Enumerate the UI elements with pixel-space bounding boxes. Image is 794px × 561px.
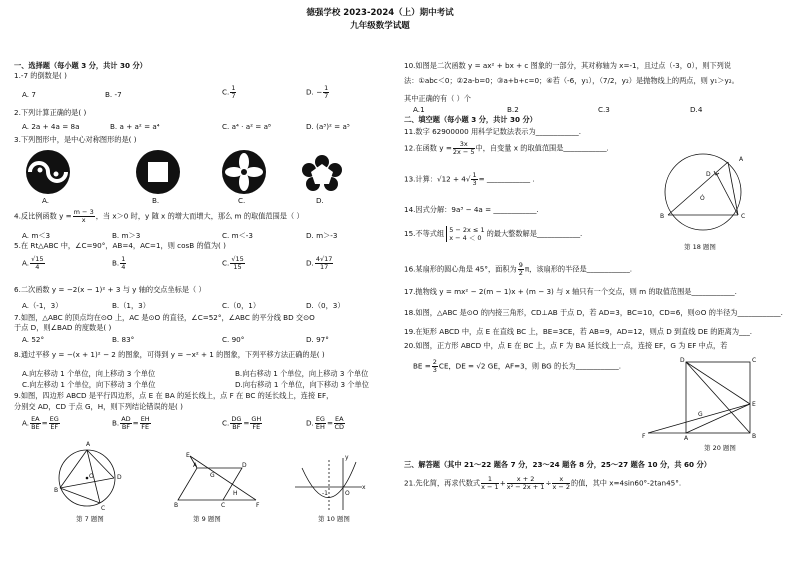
exam-title: 德强学校 2023-2024（上）期中考试 xyxy=(306,8,454,18)
figure-18 xyxy=(665,154,744,230)
figure-10-caption: 第 10 题图 xyxy=(318,515,350,523)
q5-option-a: A. $\frac{√15}{4}$ xyxy=(22,255,44,271)
fig9-label-c: C xyxy=(221,502,226,509)
q7-option-b: B. 83° xyxy=(112,335,135,344)
q7-option-c: C. 90° xyxy=(222,335,245,344)
q10-option-c: C.3 xyxy=(598,105,610,114)
q4-option-b: B. m＞3 xyxy=(112,231,141,240)
q8-stem: 8.通过平移 y = −(x + 1)² − 2 的图象，可得到 y = −x² + 1 的图象，下列平移方法正确的是( ) xyxy=(14,350,325,359)
q12: 12.在函数 y = $\frac{3x}{2x - 5}$ 中，自变量 x 的取值范围是____________. xyxy=(404,140,609,156)
fig10-label-x: x xyxy=(362,484,366,491)
q10-option-d: D.4 xyxy=(690,105,703,114)
q10-line1: 10.如图是二次函数 y = ax² + bx + c 图象的一部分，其对称轴为 x=-1，且过点（-3，0），则下列说 xyxy=(404,61,732,70)
q5-stem: 5.在 Rt△ABC 中，∠C=90°，AB=4，AC=1，则 cosB 的值为( ) xyxy=(14,241,226,250)
fig7-label-c: C xyxy=(101,505,106,512)
fig20-label-b: B xyxy=(752,433,757,440)
q1-option-c: C. $\frac{1}{7}$ xyxy=(222,84,236,100)
q21: 21.先化简，再求代数式 $\frac{1}{x - 1}$ + $\frac{x + 2}{\text{x² − 2x + 1}}$ ÷ $\frac{x}{x - 2}$ 的值，其中 x=4sin60°-2tan45°. xyxy=(404,475,682,491)
q13: 13.计算：√12 + 4√ $\frac{1}{3}$ = ____________ . xyxy=(404,171,535,187)
fig9-label-f: F xyxy=(256,502,260,509)
q14: 14.因式分解：9a³ − 4a = ____________. xyxy=(404,205,539,214)
figure-20 xyxy=(648,362,750,433)
q11: 11.数字 62900000 用科学记数法表示为____________. xyxy=(404,127,582,136)
fig9-label-h: H xyxy=(233,490,238,497)
fig18-label-b: B xyxy=(660,213,665,220)
q3-stem: 3.下列图形中，是中心对称图形的是( ) xyxy=(14,135,137,144)
q1-option-a: A. 7 xyxy=(22,90,36,99)
q2-option-d: D. (a³)² = a⁵ xyxy=(306,122,350,131)
q16: 16.某扇形的圆心角是 45°，面积为 $\frac{9}{2}$ π，该扇形的半径是____________. xyxy=(404,261,633,277)
q20-line1: 20.如图，正方形 ABCD 中，点 E 在 BC 上，点 F 为 BA 延长线上一点，连接 EF，G 为 EF 中点，若 xyxy=(404,341,728,350)
fig20-label-d: D xyxy=(680,357,685,364)
q10-option-b: B.2 xyxy=(507,105,519,114)
fig18-label-c: C xyxy=(741,213,746,220)
q9-stem-line2: 分别交 AD，CD 于点 G，H，则下列结论错误的是( ) xyxy=(14,402,183,411)
q1-option-d: D. − $\frac{1}{7}$ xyxy=(306,84,329,100)
q10-line3: 其中正确的有（ ）个 xyxy=(404,94,471,103)
q10-option-a: A.1 xyxy=(413,105,425,114)
q8-option-c: C.向左移动 1 个单位，向下移动 3 个单位 xyxy=(22,380,156,389)
fig10-label-neg1: -1 xyxy=(322,490,328,497)
q17: 17.抛物线 y = mx² − 2(m − 1)x + (m − 3) 与 x 轴只有一个交点，则 m 的取值范围是____________. xyxy=(404,287,737,296)
q2-option-a: A. 2a + 4a = 8a xyxy=(22,122,80,131)
q8-option-a: A.向左移动 1 个单位，向上移动 3 个单位 xyxy=(22,369,156,378)
fig9-label-b: B xyxy=(174,502,179,509)
q9-option-a: A. $\frac{EA}{BE}$ = $\frac{EG}{EF}$ xyxy=(22,415,59,431)
q3-label-c: C. xyxy=(238,196,246,205)
fig10-label-origin: O xyxy=(345,490,350,497)
q9-stem-line1: 9.如图，四边形 ABCD 是平行四边形，点 E 在 BA 的延长线上，点 F 在 BC 的延长线上，连接 EF， xyxy=(14,391,334,400)
fig7-label-d: D xyxy=(117,474,122,481)
q6-option-a: A.（-1，3） xyxy=(22,301,63,310)
q10-line2: 法：①abc＜0；②2a-b=0；③a+b+c=0；④若（-6，y₁），（7/2，y₂）是抛物线上的两点，则 y₁＞y₂。 xyxy=(404,76,739,85)
q9-option-c: C. $\frac{DG}{BF}$ = $\frac{GH}{FE}$ xyxy=(222,415,262,431)
q2-option-b: B. a + a² = a⁴ xyxy=(110,122,160,131)
q1-option-b: B. -7 xyxy=(105,90,122,99)
fig7-label-o: O xyxy=(89,473,94,480)
q7-option-d: D. 97° xyxy=(306,335,329,344)
fig18-label-a: A xyxy=(739,156,744,163)
q15: 15.不等式组 5 − 2x ≤ 1 x − 4 ＜ 0 的最大整数解是____________. xyxy=(404,226,583,242)
fig20-label-f: F xyxy=(642,433,646,440)
fig9-label-e: E xyxy=(186,452,190,459)
fig9-label-g: G xyxy=(210,472,215,479)
q9-option-d: D. $\frac{EG}{EH}$ = $\frac{EA}{CD}$ xyxy=(306,415,345,431)
fig20-label-g: G xyxy=(698,411,703,418)
q18: 18.如图，△ABC 是⊙O 的内接三角形，CD⊥AB 于点 D，若 AD=3，BC=10，CD=6，则⊙O 的半径为____________. xyxy=(404,308,783,317)
q1-stem: 1.-7 的倒数是( ) xyxy=(14,71,67,80)
q6-option-d: D.（0，3） xyxy=(306,301,345,310)
fig7-label-b: B xyxy=(54,487,59,494)
figure-18-caption: 第 18 题图 xyxy=(684,243,716,251)
q3-label-b: B. xyxy=(152,196,160,205)
q8-option-d: D.向右移动 1 个单位，向下移动 3 个单位 xyxy=(235,380,369,389)
q4-stem: 4.反比例函数 y = $\frac{m - 3}{x}$ ，当 x＞0 时，y 随 x 的增大而增大，那么 m 的取值范围是（ ） xyxy=(14,208,304,224)
q6-option-c: C.（0，1） xyxy=(222,301,261,310)
fig20-label-e: E xyxy=(752,401,756,408)
q3-label-d: D. xyxy=(316,196,324,205)
q5-option-d: D. $\frac{4√17}{17}$ xyxy=(306,255,333,271)
section1-heading: 一、选择题（每小题 3 分，共计 30 分） xyxy=(14,61,147,70)
q7-stem-line1: 7.如图，△ABC 的顶点均在⊙O 上，AC 是⊙O 的直径，∠C=52°，∠ABC 的平分线 BD 交⊙O xyxy=(14,313,315,322)
q2-option-c: C. a⁴ · a² = a⁸ xyxy=(222,122,271,131)
figure-9-caption: 第 9 题图 xyxy=(193,515,221,523)
q4-option-c: C. m＜-3 xyxy=(222,231,253,240)
exam-subtitle: 九年级数学试题 xyxy=(350,21,410,31)
q3-label-a: A. xyxy=(42,196,50,205)
fig20-label-c: C xyxy=(752,357,757,364)
fig18-label-d: D xyxy=(706,171,711,178)
q6-option-b: B.（1，3） xyxy=(112,301,150,310)
q4-option-d: D. m＞-3 xyxy=(306,231,338,240)
fig7-label-a: A xyxy=(86,441,91,448)
fig18-label-o: Ȯ xyxy=(700,195,705,202)
q8-option-b: B.向右移动 1 个单位，向上移动 3 个单位 xyxy=(235,369,369,378)
fig9-label-d: D xyxy=(242,462,247,469)
fig9-label-a: A xyxy=(193,462,198,469)
q6-stem: 6.二次函数 y = −2(x − 1)² + 3 与 y 轴的交点坐标是（ ） xyxy=(14,285,206,294)
q5-option-b: B. $\frac{1}{4}$ xyxy=(112,255,126,271)
fig10-label-y: y xyxy=(345,454,349,461)
section2-heading: 二、填空题（每小题 3 分，共计 30 分） xyxy=(404,115,537,124)
q2-stem: 2.下列计算正确的是( ) xyxy=(14,108,87,117)
q7-option-a: A. 52° xyxy=(22,335,45,344)
figure-20-caption: 第 20 题图 xyxy=(704,444,736,452)
q7-stem-line2: 于点 D，则∠BAD 的度数是( ) xyxy=(14,323,112,332)
figure-7-caption: 第 7 题图 xyxy=(76,515,104,523)
q9-option-b: B. $\frac{AD}{BF}$ = $\frac{EH}{FE}$ xyxy=(112,415,150,431)
fig20-label-a: A xyxy=(684,435,689,442)
q4-option-a: A. m＜3 xyxy=(22,231,51,240)
q19: 19.在矩形 ABCD 中，点 E 在直线 BC 上，BE=3CE，若 AB=9，AD=12，则点 D 到直线 DE 的距离为___. xyxy=(404,327,753,336)
section3-heading: 三、解答题（其中 21～22 题各 7 分，23～24 题各 8 分，25～27 题各 10 分，共 60 分） xyxy=(404,460,711,469)
q20-line2: BE = $\frac{2}{3}$ CE，DE = √2 GE，AF=3，则 BG 的长为____________. xyxy=(413,358,622,374)
q5-option-c: C. $\frac{√15}{15}$ xyxy=(222,255,244,271)
